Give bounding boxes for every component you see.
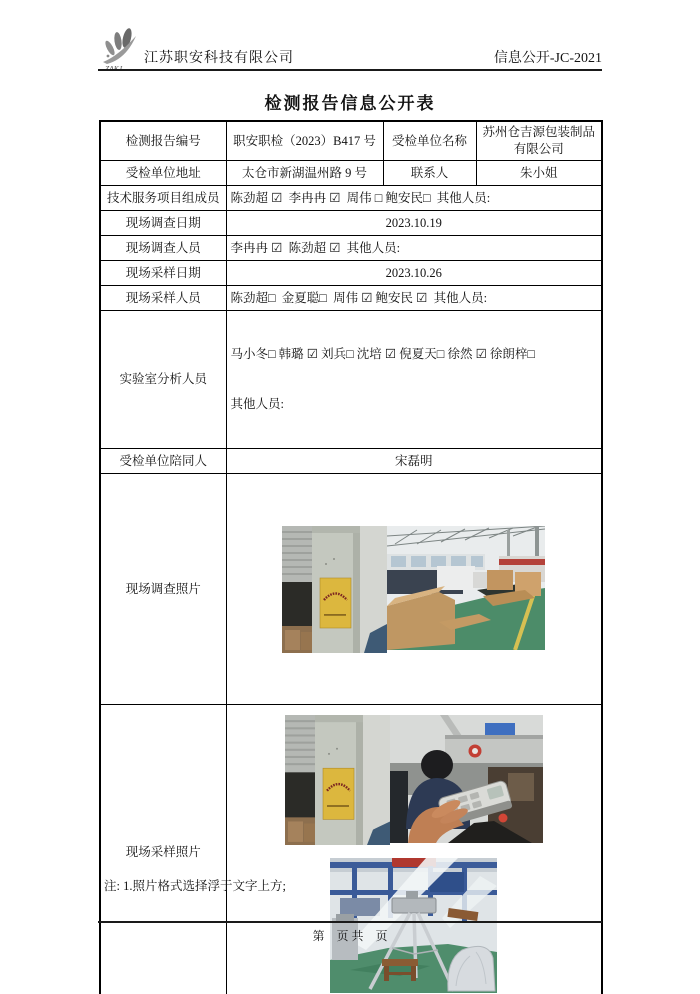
- table-row: [100, 261, 602, 286]
- table-row: [100, 161, 602, 186]
- sampling-photos-label: 现场采样照片: [100, 705, 226, 994]
- table-row: [100, 311, 602, 449]
- table-row: [100, 211, 602, 236]
- sampling-photos-top: [231, 715, 598, 845]
- contact-label: 联系人: [383, 161, 476, 186]
- sampling-staff-value: 陈劲超□ 金夏聪□ 周伟 ☑ 鲍安民 ☑ 其他人员:: [226, 286, 602, 311]
- photo-warehouse-interior: [387, 526, 545, 650]
- team-members: 陈劲超 ☑ 李冉冉 ☑ 周伟 □ 鲍安民□ 其他人员:: [226, 186, 602, 211]
- table-row: [100, 186, 602, 211]
- doc-code: 信息公开-JC-2021: [493, 51, 602, 66]
- company-name: 江苏职安科技有限公司: [144, 51, 294, 66]
- report-no-label: 检测报告编号: [100, 121, 226, 161]
- footer-rule: [98, 921, 602, 923]
- survey-photos: [231, 526, 598, 653]
- unit-name-label: 受检单位名称: [383, 121, 476, 161]
- page-title: 检测报告信息公开表: [264, 94, 436, 113]
- survey-photos-cell: [226, 474, 602, 705]
- lab-staff-value: [226, 311, 602, 449]
- address-label: 受检单位地址: [100, 161, 226, 186]
- table-row: [100, 474, 602, 705]
- photo-handheld-sampler: [390, 715, 543, 843]
- survey-staff-value: 李冉冉 ☑ 陈劲超 ☑ 其他人员:: [226, 236, 602, 261]
- contact-value: 朱小姐: [476, 161, 602, 186]
- survey-date-value: 2023.10.19: [226, 211, 602, 236]
- sampling-date-value: 2023.10.26: [226, 261, 602, 286]
- lab-staff-label: 实验室分析人员: [100, 311, 226, 449]
- table-row: [100, 236, 602, 261]
- unit-name-value: 苏州仓吉源包装制品有限公司: [476, 121, 602, 161]
- table-row: [100, 286, 602, 311]
- photo-tripod-sampler: [330, 858, 497, 993]
- sampling-staff-label: 现场采样人员: [100, 286, 226, 311]
- survey-staff-label: 现场调查人员: [100, 236, 226, 261]
- note-text: 注: 1.照片格式选择浮于文字上方;: [104, 879, 286, 893]
- info-table: [99, 120, 603, 994]
- lab-staff-line1: 马小冬□ 韩璐 ☑ 刘兵□ 沈培 ☑ 倪夏天□ 徐然 ☑ 徐朗梓□: [230, 346, 535, 361]
- team-label: 技术服务项目组成员: [100, 186, 226, 211]
- company-logo: [98, 26, 144, 74]
- address-value: 太仓市新湖温州路 9 号: [226, 161, 383, 186]
- report-no-value: 职安职检（2023）B417 号: [226, 121, 383, 161]
- table-row: [100, 449, 602, 474]
- sampling-photos-cell: [226, 705, 602, 994]
- escort-value: 宋磊明: [226, 449, 602, 474]
- survey-photos-label: 现场调查照片: [100, 474, 226, 705]
- photo-pillar-sign: [282, 526, 387, 653]
- lab-staff-line2: 其他人员:: [230, 397, 284, 412]
- escort-label: 受检单位陪同人: [100, 449, 226, 474]
- table-row: [100, 705, 602, 994]
- table-row: [100, 121, 602, 161]
- sampling-date-label: 现场采样日期: [100, 261, 226, 286]
- survey-date-label: 现场调查日期: [100, 211, 226, 236]
- header-rule: [98, 69, 602, 71]
- page-footer: 第 页 共 页: [312, 929, 388, 943]
- photo-pillar-sign-2: [285, 715, 390, 845]
